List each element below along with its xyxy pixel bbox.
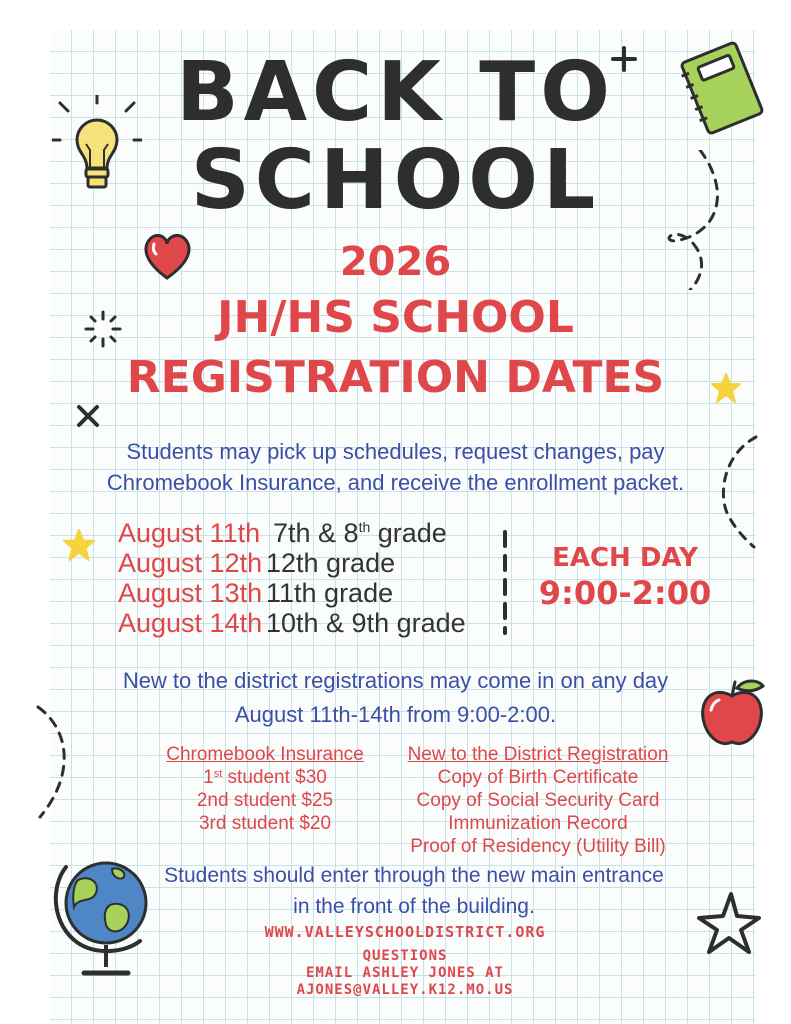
schedule-grade: 7th & 8th grade bbox=[273, 518, 447, 548]
title-line-1: BACK TO bbox=[176, 45, 615, 140]
intro-text bbox=[0, 436, 791, 498]
schedule-row bbox=[118, 548, 466, 578]
each-day-label: EACH DAY bbox=[552, 543, 698, 573]
schedule-date: August 13th bbox=[118, 578, 263, 608]
entrance-line-2: in the front of the building. bbox=[293, 895, 535, 918]
chromebook-item: 1st student $30 bbox=[203, 767, 327, 788]
email-intro: EMAIL ASHLEY JONES AT bbox=[305, 965, 504, 981]
intro-line-2: Chromebook Insurance, and receive the enrollment packet. bbox=[106, 470, 685, 495]
intro-line-1: Students may pick up schedules, request changes, pay bbox=[126, 439, 665, 464]
registration-item: Immunization Record bbox=[448, 813, 628, 834]
each-day-time: 9:00-2:00 bbox=[538, 574, 712, 612]
schedule-row bbox=[118, 518, 466, 548]
title-line-2: SCHOOL bbox=[190, 133, 601, 228]
email-link[interactable]: AJONES@VALLEY.K12.MO.US bbox=[296, 982, 514, 998]
chromebook-heading: Chromebook Insurance bbox=[166, 744, 364, 765]
new-district-note bbox=[0, 664, 791, 732]
subtitle-line-2: REGISTRATION DATES bbox=[126, 352, 665, 403]
schedule-date: August 14th bbox=[118, 608, 263, 638]
chromebook-item: 3rd student $20 bbox=[198, 813, 332, 834]
dashed-divider bbox=[500, 530, 510, 635]
schedule-grade: 10th & 9th grade bbox=[266, 608, 466, 638]
schedule-grade: 12th grade bbox=[266, 548, 396, 578]
new-registration-list bbox=[378, 743, 698, 858]
schedule-date: August 12th bbox=[118, 548, 263, 578]
schedule-date: August 11th bbox=[118, 518, 261, 548]
registration-item: Copy of Birth Certificate bbox=[437, 767, 639, 788]
entrance-line-1: Students should enter through the new main entrance bbox=[164, 864, 664, 887]
chromebook-insurance-list bbox=[130, 743, 400, 835]
schedule-list bbox=[118, 518, 466, 638]
registration-item: Proof of Residency (Utility Bill) bbox=[410, 836, 666, 857]
chromebook-item: 2nd student $25 bbox=[196, 790, 334, 811]
year: 2026 bbox=[339, 239, 452, 285]
registration-item: Copy of Social Security Card bbox=[416, 790, 660, 811]
questions-label: QUESTIONS bbox=[362, 948, 448, 964]
new-district-line-1: New to the district registrations may come in on any day bbox=[122, 668, 669, 693]
schedule-grade: 11th grade bbox=[266, 578, 394, 608]
website-link[interactable]: WWW.VALLEYSCHOOLDISTRICT.ORG bbox=[264, 923, 546, 941]
subtitle-line-1: JH/HS SCHOOL bbox=[217, 292, 574, 343]
schedule-row bbox=[118, 578, 466, 608]
cross-icon bbox=[75, 403, 101, 429]
yellow-star-left-icon bbox=[62, 528, 96, 562]
new-district-line-2: August 11th-14th from 9:00-2:00. bbox=[234, 702, 557, 727]
each-day-box bbox=[520, 542, 730, 612]
contact-block bbox=[0, 948, 791, 999]
new-registration-heading: New to the District Registration bbox=[407, 744, 669, 765]
entrance-note bbox=[0, 860, 791, 922]
schedule-row bbox=[118, 608, 466, 638]
